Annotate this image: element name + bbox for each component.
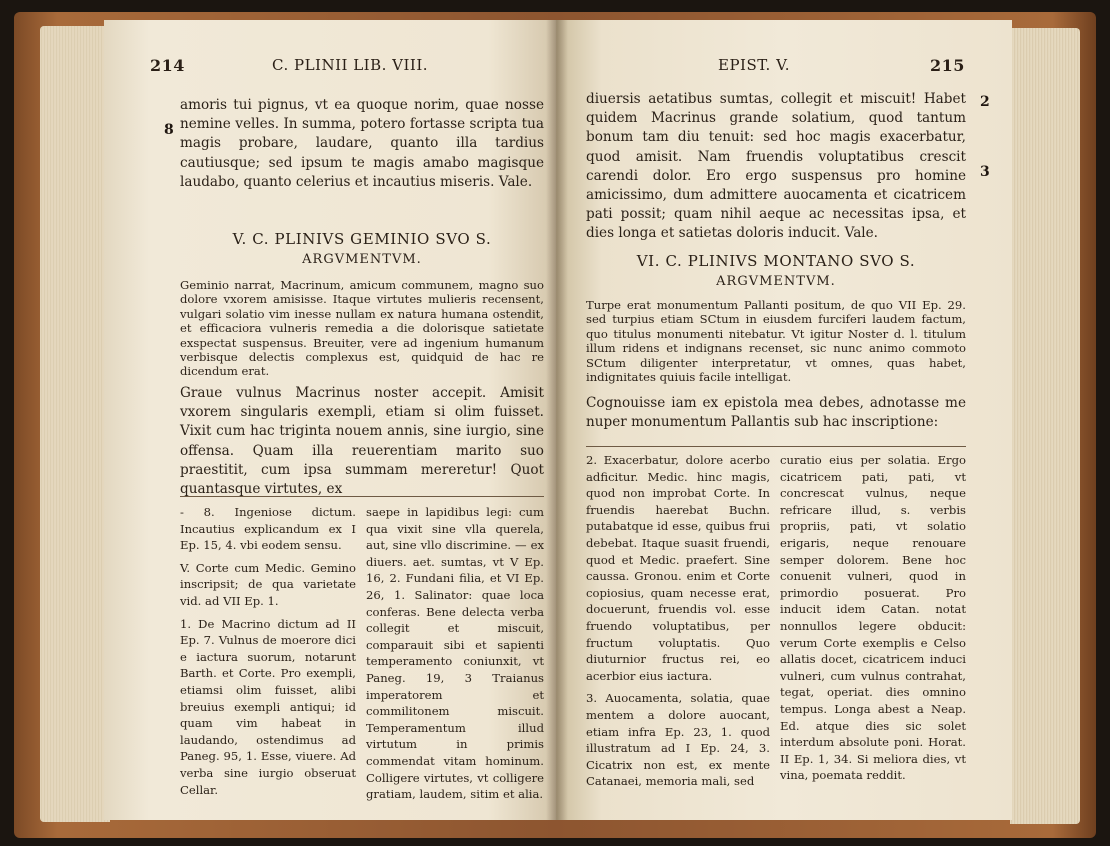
left-note: - 8. Ingeniose dictum. Incautius explicandum ex I Ep. 15, 4. vbi eodem sensu. <box>180 505 356 553</box>
left-page-edges <box>40 26 110 822</box>
right-notes-column-2 <box>780 452 966 784</box>
left-running-head: C. PLINII LIB. VIII. <box>272 56 429 74</box>
left-letter-heading: V. C. PLINIVS GEMINIO SVO S. <box>232 230 492 248</box>
right-page <box>556 20 1012 820</box>
right-argument-heading: ARGVMENTVM. <box>716 274 836 289</box>
left-notes-column-1 <box>180 504 356 798</box>
right-top-text-block <box>586 90 966 244</box>
right-page-number: 215 <box>930 56 965 75</box>
left-page-number: 214 <box>150 56 185 75</box>
left-letter-text: Graue vulnus Macrinus noster accepit. Amisit vxorem singularis exempli, etiam si olim fuisset. Vixit cum hac triginta nouem annis, sine iurgio, sine offensa. Quam illa reuerentiam marito suo praestitit, cum ipsa summam mereretur! Quot quantasque virtutes, ex <box>180 385 544 498</box>
right-footnote-rule <box>586 446 966 447</box>
right-marginal-number-b: 3 <box>980 164 990 180</box>
right-argument-text: Turpe erat monumentum Pallanti positum, de quo VII Ep. 29. sed turpius etiam SCtum in eiusdem furciferi laudem factum, quo titulus monumenti nitebatur. Vt igitur Noster d. l. titulum illum ridens et indignans recenset, sic nunc animo commoto SCtum diligenter interpretatur, vt omnes, quas habet, indignitates quiuis facile intelligat. <box>586 298 966 385</box>
left-argument-heading: ARGVMENTVM. <box>302 252 422 267</box>
left-marginal-number: 8 <box>164 122 174 138</box>
right-note: curatio eius per solatia. Ergo cicatricem pati, pati, vt concrescat vulnus, neque refricare illud, s. verbis propriis, pati, vt solatio erigaris, neque renouare semper dolorem. Bene hoc conuenit vulneri, quod in primordio posuerat. Pro inducit idem Catan. notat nonnullos legere obducit: verum Corte exemplis e Celso allatis docet, cicatricem induci vulneri, cum vulnus contrahat, tegat, operiat. dies omnino tempus. Longa abest a Neap. Ed. atque dies sic solet interdum absolute poni. Horat. II Ep. 1, 34. Si meliora dies, vt vina, poemata reddit. <box>780 453 966 783</box>
right-note: 2. Exacerbatur, dolore acerbo adficitur. Medic. hinc magis, quod non improbat Corte. In fruendis haerebat Buchn. putabatque id esse, quibus frui debebat. Itaque suasit fruendi, quod et Medic. praefert. Sine caussa. Gronou. enim et Corte copiosius, quam necesse erat, docuerunt, fruendis vol. esse fruendo voluptatibus, per fructum voluptatis. Quo diuturnior fructus rei, eo acerbior eius iactura. <box>586 453 770 683</box>
right-notes-column-1 <box>586 452 770 790</box>
left-note: V. Corte cum Medic. Gemino inscripsit; de qua varietate vid. ad VII Ep. 1. <box>180 560 356 608</box>
left-letter-block <box>180 384 544 499</box>
book-gutter <box>546 20 568 820</box>
left-top-text-block <box>180 96 544 192</box>
left-argument-text: Geminio narrat, Macrinum, amicum communem, magno suo dolore vxorem amisisse. Itaque virtutes mulieris recensent, vulgari solatio vim inesse nullam ex natura humana ostendit, et efficaciora vulneris remedia a die dolorisque satietate exspectat suspensus. Breuiter, vere ad ingenium humanum verbisque delectis complexus est, quidquid de hac re dicendum erat. <box>180 278 544 379</box>
left-note: 1. De Macrino dictum ad II Ep. 7. Vulnus de moerore dici e iactura suorum, notarunt Barth. et Corte. Pro exempli, etiamsi olim fuisset, alibi breuius exempli antiqui; id quam vim habeat in laudando, ostendimus ad Paneg. 95, 1. Esse, viuere. Ad verba sine iurgio obseruat Cellar. <box>180 616 356 797</box>
right-letter-header <box>586 252 966 289</box>
left-top-text: amoris tui pignus, vt ea quoque norim, quae nosse nemine velles. In summa, potero fortasse scripta tua magis probare, laudare, quanto illa tardius cautiusque; sed ipsum te magis amabo magisque laudabo, quanto celerius et incautius miseris. Vale. <box>180 97 544 190</box>
left-notes-column-2 <box>366 504 544 803</box>
right-page-edges <box>1010 28 1080 824</box>
right-letter-block <box>586 394 966 432</box>
right-note: 3. Auocamenta, solatia, quae mentem a dolore auocant, etiam infra Ep. 23, 1. quod illustratum ad I Ep. 24, 3. Cicatrix non est, ex mente Catanaei, memoria mali, sed <box>586 691 770 789</box>
right-letter-text: Cognouisse iam ex epistola mea debes, adnotasse me nuper monumentum Pallantis sub hac inscriptione: <box>586 395 966 431</box>
right-top-text: diuersis aetatibus sumtas, collegit et miscuit! Habet quidem Macrinus grande solatium, quod tantum bonum tam diu tenuit: sed hoc magis exacerbatur, quod amisit. Nam fruendis voluptatibus crescit carendi dolor. Ero ergo suspensus pro homine amicissimo, dum admittere auocamenta et cicatricem pati possit; quam nihil aeque ac necessitas ipsa, et dies longa et satietas doloris inducit. Vale. <box>586 91 966 242</box>
left-argument-block <box>180 278 544 379</box>
left-note: saepe in lapidibus legi: cum qua vixit sine vlla querela, aut, sine vllo discrimine. — ex diuers. aet. sumtas, vt V Ep. 16, 2. Fundani filia, et VI Ep. 26, 1. Salinator: quae loca conferas. Bene delecta verba collegit et miscuit, comparauit sibi et sapienti temperamento coniunxit, vt Paneg. 19, 3 Traianus imperatorem et commilitonem miscuit. Temperamentum illud virtutum in primis commendat vitam hominum. Colligere virtutes, vt colligere gratiam, laudem, sitim et alia. <box>366 505 544 802</box>
right-running-head: EPIST. V. <box>718 56 791 74</box>
right-argument-block <box>586 298 966 384</box>
left-page <box>104 20 556 820</box>
left-letter-header <box>180 230 544 267</box>
left-footnote-rule <box>180 496 544 497</box>
right-marginal-number-a: 2 <box>980 94 990 110</box>
right-letter-heading: VI. C. PLINIVS MONTANO SVO S. <box>636 252 916 270</box>
